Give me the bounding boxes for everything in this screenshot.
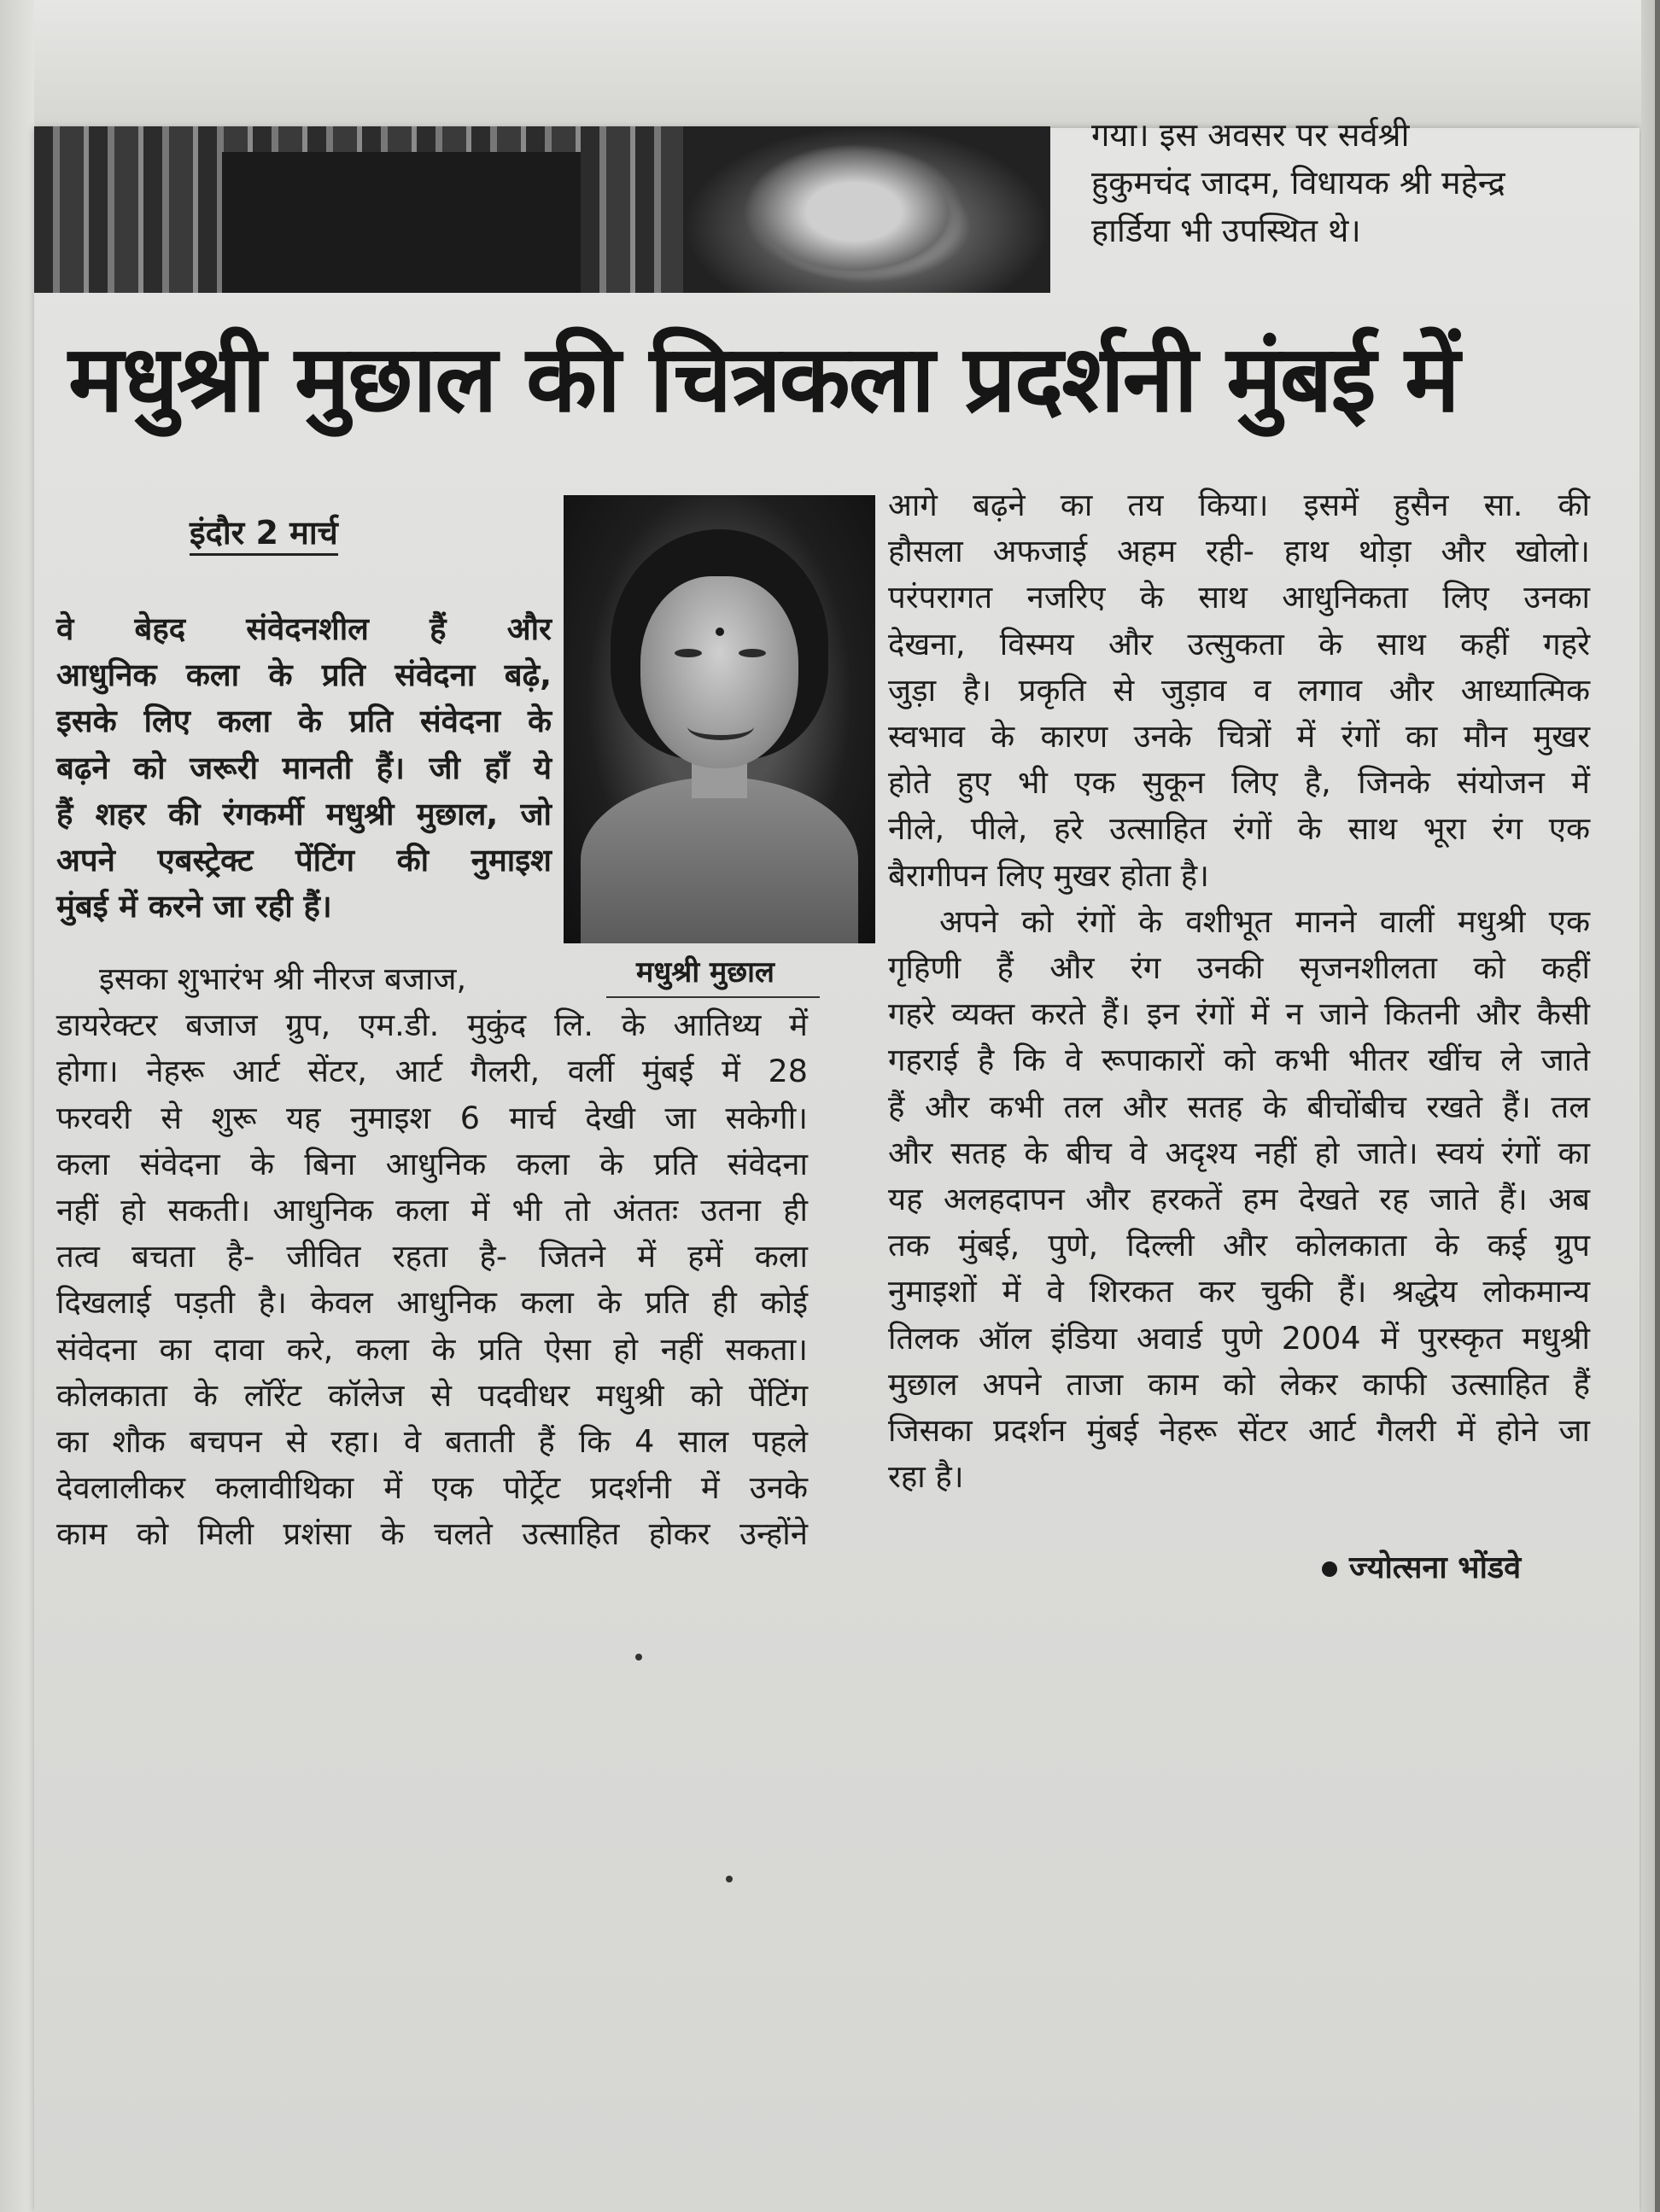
text-line: आधुनिक कला के प्रति संवेदना बढ़े, xyxy=(56,657,552,694)
previous-article-continuation xyxy=(1091,111,1621,254)
print-speck xyxy=(726,1876,733,1882)
text-line: तक मुंबई, पुणे, दिल्ली और कोलकाता के कई ग्रुप xyxy=(888,1227,1590,1264)
text-line: फरवरी से शुरू यह नुमाइश 6 मार्च देखी जा सकेगी। xyxy=(56,1099,808,1136)
intro-paragraph xyxy=(56,606,552,930)
headline: मधुश्री मुछाल की चित्रकला प्रदर्शनी मुंबई में xyxy=(68,326,1458,433)
author-name: ज्योत्सना भोंडवे xyxy=(1349,1550,1522,1585)
bullet-icon xyxy=(1322,1561,1337,1577)
text-line: देवलालीकर कलावीथिका में एक पोर्ट्रेट प्रदर्शनी में उनके xyxy=(56,1469,808,1507)
text-line: गया। इस अवसर पर सर्वश्री xyxy=(1091,116,1410,154)
portrait-photo xyxy=(564,495,875,943)
text-line: डायरेक्टर बजाज ग्रुप, एम.डी. मुकुंद लि. के आतिथ्य में xyxy=(56,1007,808,1044)
text-line: इसका शुभारंभ श्री नीरज बजाज, xyxy=(99,960,467,997)
text-line: मुंबई में करने जा रही हैं। xyxy=(56,888,332,925)
text-line: तत्व बचता है- जीवित रहता है- जितने में हमें कला xyxy=(56,1238,808,1275)
text-line: स्वभाव के कारण उनके चित्रों में रंगों का मौन मुखर xyxy=(888,718,1590,756)
text-line: और सतह के बीच वे अदृश्य नहीं हो जाते। स्वयं रंगों का xyxy=(888,1134,1590,1171)
text-line: जुड़ा है। प्रकृति से जुड़ाव व लगाव और आध्यात्मिक xyxy=(888,671,1590,709)
text-line: गृहिणी हैं और रंग उनकी सृजनशीलता को कहीं xyxy=(888,949,1590,987)
text-line: अपने एबस्ट्रेक्ट पेंटिंग की नुमाइश xyxy=(56,842,552,879)
text-line: बढ़ने को जरूरी मानती हैं। जी हाँ ये xyxy=(56,749,552,786)
text-line: हार्डिया भी उपस्थित थे। xyxy=(1091,212,1361,249)
text-line: गहरे व्यक्त करते हैं। इन रंगों में न जाने कितनी और कैसी xyxy=(888,995,1590,1033)
page-edge-line xyxy=(1655,0,1660,2212)
text-line: यह अलहदापन और हरकतें हम देखते रह जाते हैं। अब xyxy=(888,1181,1590,1218)
text-line: कला संवेदना के बिना आधुनिक कला के प्रति संवेदना xyxy=(56,1145,808,1182)
print-speck xyxy=(635,1654,642,1660)
text-line: बैरागीपन लिए मुखर होता है। xyxy=(888,856,1209,894)
text-line: इसके लिए कला के प्रति संवेदना के xyxy=(56,703,552,740)
text-line: कोलकाता के लॉरेंट कॉलेज से पदवीधर मधुश्री को पेंटिंग xyxy=(56,1376,808,1414)
text-line: होगा। नेहरू आर्ट सेंटर, आर्ट गैलरी, वर्ली मुंबई में 28 xyxy=(56,1053,808,1090)
text-line: हैं शहर की रंगकर्मी मधुश्री मुछाल, जो xyxy=(56,795,552,832)
text-line: तिलक ऑल इंडिया अवार्ड पुणे 2004 में पुरस्कृत मधुश्री xyxy=(888,1319,1590,1357)
text-line: नीले, पीले, हरे उत्साहित रंगों के साथ भूरा रंग एक xyxy=(888,810,1590,848)
text-line: गहराई है कि वे रूपाकारों को कभी भीतर खींच ले जाते xyxy=(888,1042,1590,1079)
background-left xyxy=(0,0,34,2212)
dateline: इंदौर 2 मार्च xyxy=(190,512,338,556)
text-line: देखना, विस्मय और उत्सुकता के साथ कहीं गहरे xyxy=(888,625,1590,662)
text-line: नुमाइशों में वे शिरकत कर चुकी हैं। श्रद्धेय लोकमान्य xyxy=(888,1273,1590,1310)
text-line: रहा है। xyxy=(888,1458,964,1496)
text-line: संवेदना का दावा करे, कला के प्रति ऐसा हो नहीं सकता। xyxy=(56,1330,808,1368)
text-line: हुकुमचंद जादम, विधायक श्री महेन्द्र xyxy=(1091,164,1505,201)
text-line: परंपरागत नजरिए के साथ आधुनिकता लिए उनका xyxy=(888,579,1590,616)
text-line: वे बेहद संवेदनशील हैं और xyxy=(56,610,552,647)
text-line: आगे बढ़ने का तय किया। इसमें हुसैन सा. की xyxy=(888,487,1590,523)
text-line: हौसला अफजाई अहम रही- हाथ थोड़ा और खोलो। xyxy=(888,533,1590,570)
background-top xyxy=(0,0,1660,128)
text-line: का शौक बचपन से रहा। वे बताती हैं कि 4 साल पहले xyxy=(56,1423,808,1461)
text-line: काम को मिली प्रशंसा के चलते उत्साहित होकर उन्होंने xyxy=(56,1515,808,1553)
text-line: हैं और कभी तल और सतह के बीचोंबीच रखते हैं। तल xyxy=(888,1088,1590,1125)
photo-caption: मधुश्री मुछाल xyxy=(636,955,774,989)
text-line: अपने को रंगों के वशीभूत मानने वालीं मधुश्री एक xyxy=(939,902,1590,940)
text-line: नहीं हो सकती। आधुनिक कला में भी तो अंततः उतना ही xyxy=(56,1192,808,1229)
text-line: होते हुए भी एक सुकून लिए है, जिनके संयोजन में xyxy=(888,764,1590,802)
byline xyxy=(1322,1547,1521,1590)
text-line: मुछाल अपने ताजा काम को लेकर काफी उत्साहित हैं xyxy=(888,1365,1590,1403)
top-photo xyxy=(34,126,1050,293)
text-line: जिसका प्रदर्शन मुंबई नेहरू सेंटर आर्ट गैलरी में होने जा xyxy=(888,1412,1590,1450)
text-line: दिखलाई पड़ती है। केवल आधुनिक कला के प्रति ही कोई xyxy=(56,1284,808,1322)
column-1-body xyxy=(56,956,808,1558)
column-2-body xyxy=(888,482,1590,1500)
